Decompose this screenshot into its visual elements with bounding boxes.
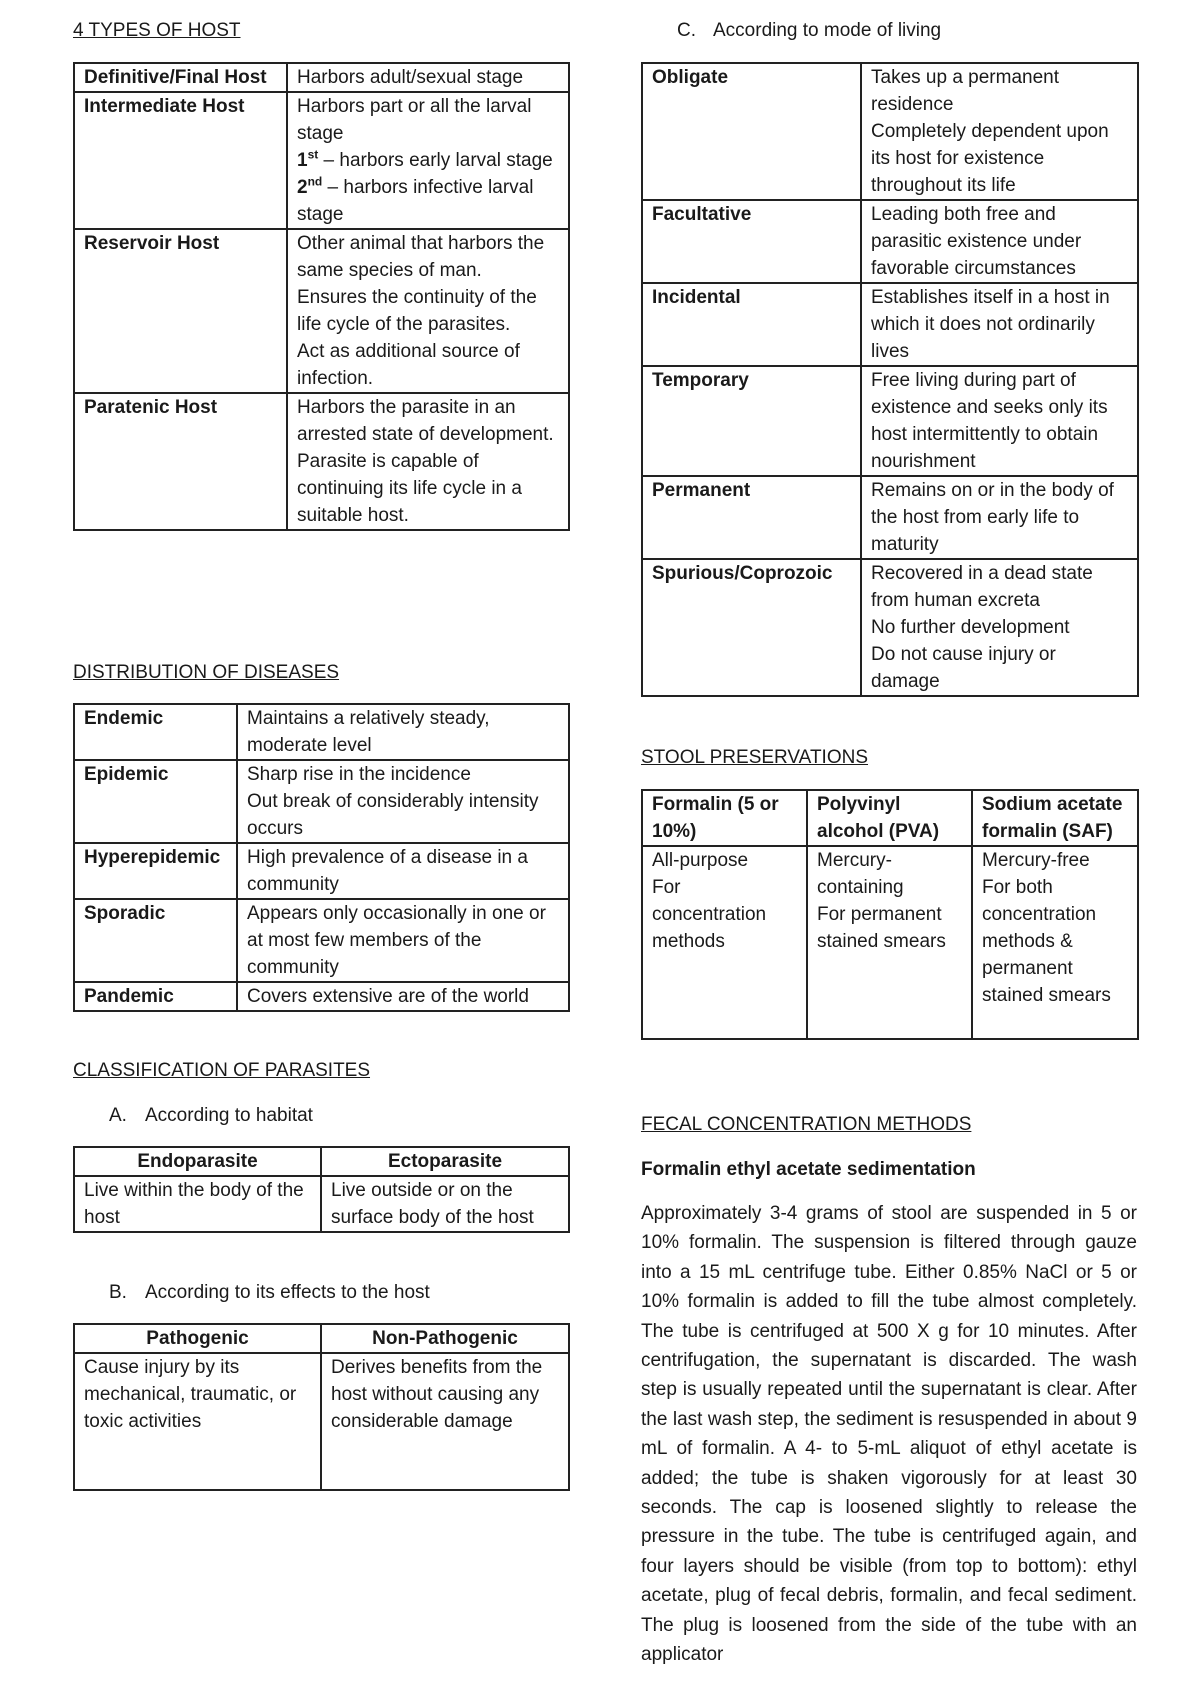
distribution-term: Sporadic bbox=[74, 899, 237, 982]
distribution-term: Endemic bbox=[74, 704, 237, 760]
table-row bbox=[74, 843, 569, 899]
fecal-method-title: Formalin ethyl acetate sedimentation bbox=[641, 1159, 976, 1180]
effects-subheading: B. According to its effects to the host bbox=[109, 1282, 430, 1303]
distribution-description: Appears only occasionally in one or at most few members of the community bbox=[237, 899, 569, 982]
column-header: Polyvinyl alcohol (PVA) bbox=[807, 790, 972, 846]
table-cell: All-purpose For concentration methods bbox=[642, 846, 807, 1039]
table-row bbox=[74, 63, 569, 92]
table-row bbox=[642, 846, 1138, 1039]
living-term: Incidental bbox=[642, 283, 861, 366]
table-row bbox=[74, 1353, 569, 1490]
table-row bbox=[74, 92, 569, 229]
table-row bbox=[74, 393, 569, 530]
column-header: Sodium acetate formalin (SAF) bbox=[972, 790, 1138, 846]
living-description: Remains on or in the body of the host from early life to maturity bbox=[861, 476, 1138, 559]
types-of-host-table bbox=[73, 62, 570, 531]
table-row bbox=[642, 200, 1138, 283]
table-cell: Mercury-containing For permanent stained smears bbox=[807, 846, 972, 1039]
table-row bbox=[642, 366, 1138, 476]
table-header-row bbox=[74, 1147, 569, 1176]
host-term: Intermediate Host bbox=[74, 92, 287, 229]
effects-table bbox=[73, 1323, 570, 1491]
table-cell: Live outside or on the surface body of the host bbox=[321, 1176, 569, 1232]
host-term: Reservoir Host bbox=[74, 229, 287, 393]
distribution-description: High prevalence of a disease in a community bbox=[237, 843, 569, 899]
classification-heading: CLASSIFICATION OF PARASITES bbox=[73, 1060, 371, 1081]
column-header: Formalin (5 or 10%) bbox=[642, 790, 807, 846]
column-header: Pathogenic bbox=[74, 1324, 321, 1353]
column-header: Ectoparasite bbox=[321, 1147, 569, 1176]
types-of-host-heading: 4 TYPES OF HOST bbox=[73, 20, 241, 41]
living-description: Recovered in a dead state from human excreta No further development Do not cause injury or damage bbox=[861, 559, 1138, 696]
living-description: Leading both free and parasitic existence under favorable circumstances bbox=[861, 200, 1138, 283]
table-row bbox=[74, 1176, 569, 1232]
living-description: Takes up a permanent residence Completely dependent upon its host for existence throughout its life bbox=[861, 63, 1138, 200]
distribution-term: Pandemic bbox=[74, 982, 237, 1011]
fecal-method-paragraph: Approximately 3-4 grams of stool are suspended in 5 or 10% formalin. The suspension is filtered through gauze into a 15 mL centrifuge tube. Either 0.85% NaCl or 5 or 10% formalin is added to fill the tube almost completely. The tube is centrifuged at 500 X g for 10 minutes. After centrifugation, the supernatant is discarded. The wash step is usually repeated until the supernatant is clear. After the last wash step, the sediment is resuspended in about 9 mL of formalin. A 4- to 5-mL aliquot of ethyl acetate is added; the tube is shaken vigorously for at least 30 seconds. The cap is loosened slightly to release the pressure in the tube. The tube is centrifuged again, and four layers should be visible (from top to bottom): ethyl acetate, plug of fecal debris, formalin, and fecal sediment. The plug is loosened from the side of the tube with an applicator bbox=[641, 1203, 1137, 1666]
living-term: Facultative bbox=[642, 200, 861, 283]
mode-of-living-table bbox=[641, 62, 1139, 697]
fecal-heading: FECAL CONCENTRATION METHODS bbox=[641, 1114, 972, 1135]
host-term: Paratenic Host bbox=[74, 393, 287, 530]
living-term: Obligate bbox=[642, 63, 861, 200]
living-term: Permanent bbox=[642, 476, 861, 559]
table-row bbox=[74, 704, 569, 760]
column-header: Endoparasite bbox=[74, 1147, 321, 1176]
table-row bbox=[642, 63, 1138, 200]
distribution-heading: DISTRIBUTION OF DISEASES bbox=[73, 662, 340, 683]
host-description: Other animal that harbors the same species of man. Ensures the continuity of the life cycle of the parasites. Act as additional source of infection. bbox=[287, 229, 569, 393]
living-term: Temporary bbox=[642, 366, 861, 476]
host-term: Definitive/Final Host bbox=[74, 63, 287, 92]
distribution-table bbox=[73, 703, 570, 1012]
table-row bbox=[74, 229, 569, 393]
table-cell: Derives benefits from the host without causing any considerable damage bbox=[321, 1353, 569, 1490]
table-header-row bbox=[74, 1324, 569, 1353]
table-row bbox=[642, 283, 1138, 366]
living-term: Spurious/Coprozoic bbox=[642, 559, 861, 696]
living-subheading: C. According to mode of living bbox=[677, 20, 942, 41]
host-description: Harbors the parasite in an arrested state of development. Parasite is capable of continuing its life cycle in a suitable host. bbox=[287, 393, 569, 530]
host-description: Harbors part or all the larval stage 1st – harbors early larval stage 2nd – harbors infective larval stage bbox=[287, 92, 569, 229]
table-row bbox=[74, 760, 569, 843]
habitat-table bbox=[73, 1146, 570, 1233]
distribution-description: Sharp rise in the incidence Out break of considerably intensity occurs bbox=[237, 760, 569, 843]
habitat-subheading: A. According to habitat bbox=[109, 1105, 313, 1126]
stool-heading: STOOL PRESERVATIONS bbox=[641, 747, 869, 768]
table-cell: Live within the body of the host bbox=[74, 1176, 321, 1232]
table-header-row bbox=[642, 790, 1138, 846]
table-cell: Mercury-free For both concentration methods & permanent stained smears bbox=[972, 846, 1138, 1039]
living-description: Establishes itself in a host in which it does not ordinarily lives bbox=[861, 283, 1138, 366]
table-cell: Cause injury by its mechanical, traumatic, or toxic activities bbox=[74, 1353, 321, 1490]
distribution-description: Covers extensive are of the world bbox=[237, 982, 569, 1011]
distribution-term: Hyperepidemic bbox=[74, 843, 237, 899]
distribution-description: Maintains a relatively steady, moderate level bbox=[237, 704, 569, 760]
table-row bbox=[74, 982, 569, 1011]
column-header: Non-Pathogenic bbox=[321, 1324, 569, 1353]
table-row bbox=[642, 559, 1138, 696]
stool-preservations-table bbox=[641, 789, 1139, 1040]
table-row bbox=[642, 476, 1138, 559]
table-row bbox=[74, 899, 569, 982]
host-description: Harbors adult/sexual stage bbox=[287, 63, 569, 92]
distribution-term: Epidemic bbox=[74, 760, 237, 843]
living-description: Free living during part of existence and seeks only its host intermittently to obtain nourishment bbox=[861, 366, 1138, 476]
